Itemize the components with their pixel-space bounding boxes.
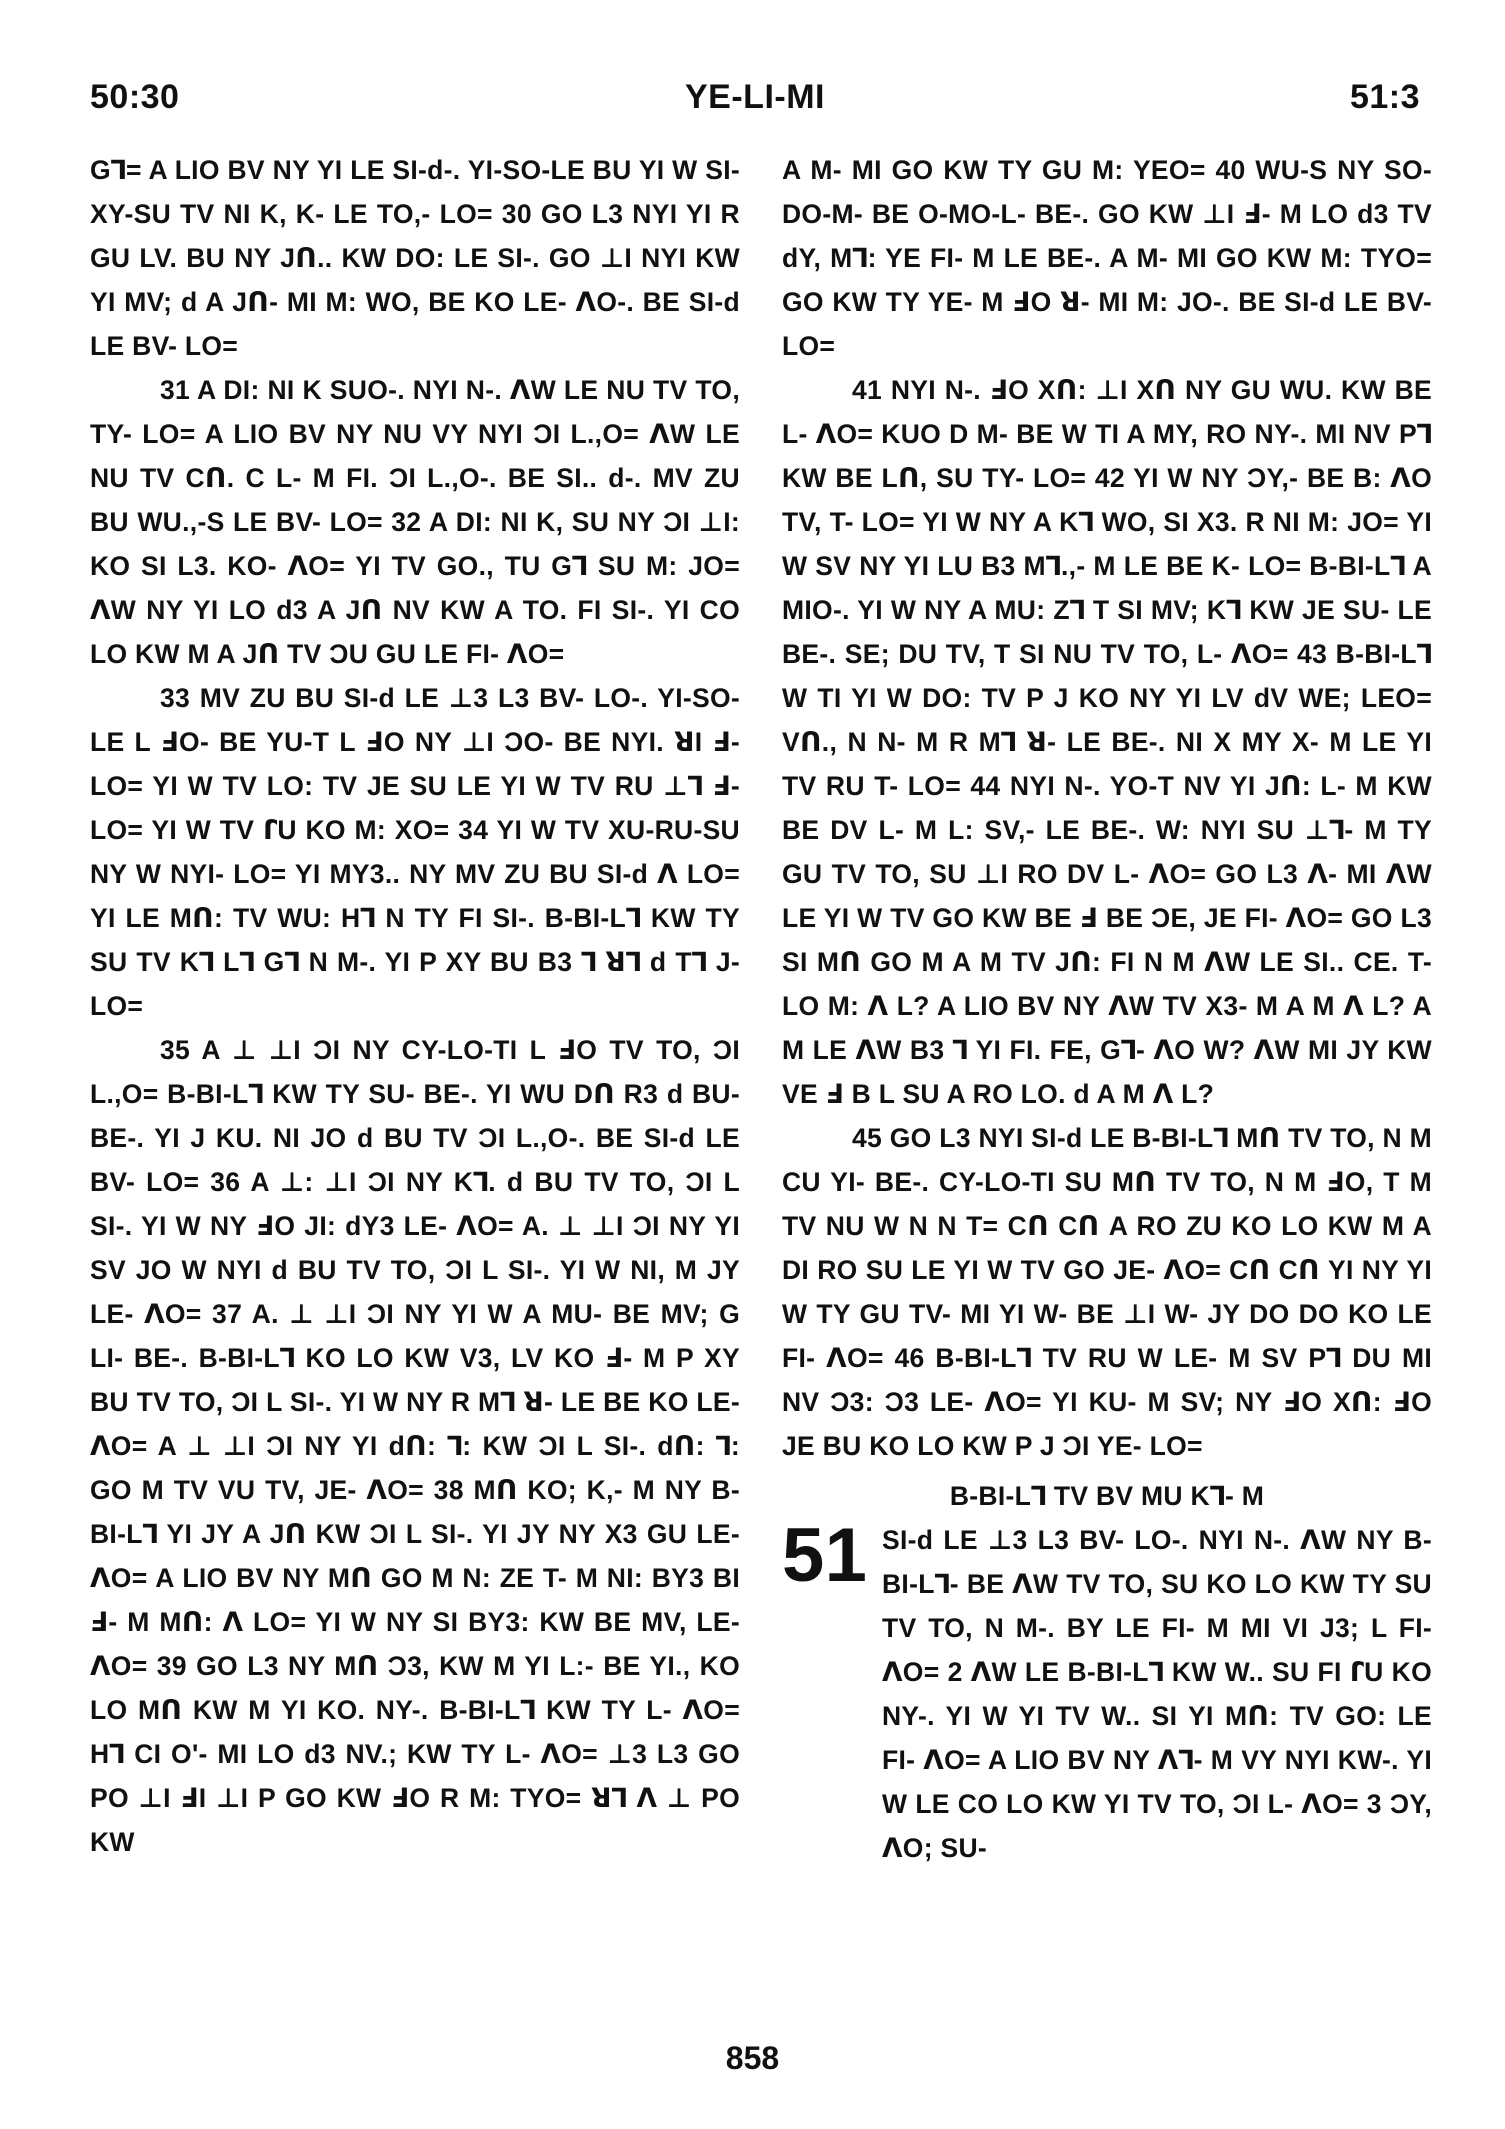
- header-book-title: YE-LI-MI: [685, 78, 825, 116]
- page-header: [90, 78, 1420, 128]
- left-column: [90, 148, 740, 1864]
- chapter-text: SI-d LE ⊥3 L3 BV- LO-. NYI N-. ꓥW NY B-BI-L⅂- BE ꓥW TV TO, SU KO LO KW TY SU TV TO, N M-. BY LE FI- M MI VI J3; L FI- ꓥO= 2 ꓥW LE B-BI-L⅂ KW W.. SU FI ꓩU KO NY-. YI W YI TV W.. SI YI Mꓵ: TV GO: LE FI- ꓥO= A LIO BV NY ꓥ⅂- M VY NYI KW-. YI W LE CO LO KW YI TV TO, ƆI L- ꓥO= 3 ƆY, ꓥO; SU-: [882, 1525, 1432, 1863]
- paragraph: 31 A DI: NI K SUO-. NYI N-. ꓥW LE NU TV TO, TY- LO= A LIO BV NY NU VY NYI ƆI L.,O= ꓥW LE NU TV Cꓵ. C L- M FI. ƆI L.,O-. BE SI.. d-. MV ZU BU WU.,-S LE BV- LO= 32 A DI: NI K, SU NY ƆI ⊥I: KO SI L3. KO- ꓥO= YI TV GO., TU G⅂ SU M: JO= ꓥW NY YI LO d3 A Jꓵ NV KW A TO. FI SI-. YI CO LO KW M A Jꓵ TV ƆU GU LE FI- ꓥO=: [90, 375, 740, 669]
- paragraph: 33 MV ZU BU SI-d LE ⊥3 L3 BV- LO-. YI-SO-LE L ꓞO- BE YU-T L ꓞO NY ⊥I ƆO- BE NYI. ꓤI ꓞ- LO= YI W TV LO: TV JE SU LE YI W TV RU ⊥⅂ ꓞ- LO= YI W TV ꓩU KO M: XO= 34 YI W TV XU-RU-SU NY W NYI- LO= YI MY3.. NY MV ZU BU SI-d ꓥ LO= YI LE Mꓵ: TV WU: H⅂ N TY FI SI-. B-BI-L⅂ KW TY SU TV K⅂ L⅂ G⅂ N M-. YI P XY BU B3 ⅂ ꓤ⅂ d T⅂ J- LO=: [90, 683, 740, 1021]
- paragraph: A M- MI GO KW TY GU M: YEO= 40 WU-S NY SO-DO-M- BE O-MO-L- BE-. GO KW ⊥I ꓞ- M LO d3 TV dY, M⅂: YE FI- M LE BE-. A M- MI GO KW M: TYO= GO KW TY YE- M ꓞO ꓤ- MI M: JO-. BE SI-d LE BV- LO=: [782, 155, 1432, 361]
- paragraph: 41 NYI N-. ꓞO Xꓵ: ⊥I Xꓵ NY GU WU. KW BE L- ꓥO= KUO D M- BE W TI A MY, RO NY-. MI NV P⅂ KW BE Lꓵ, SU TY- LO= 42 YI W NY ƆY,- BE B: ꓥO TV, T- LO= YI W NY A K⅂ WO, SI X3. R NI M: JO= YI W SV NY YI LU B3 M⅂.,- M LE BE K- LO= B-BI-L⅂ A MIO-. YI W NY A MU: Z⅂ T SI MV; K⅂ KW JE SU- LE BE-. SE; DU TV, T SI NU TV TO, L- ꓥO= 43 B-BI-L⅂ W TI YI W DO: TV P J KO NY YI LV dV WE; LEO= Vꓵ., N N- M R M⅂ ꓤ- LE BE-. NI X MY X- M LE YI TV RU T- LO= 44 NYI N-. YO-T NV YI Jꓵ: L- M KW BE DV L- M L: SV,- LE BE-. W: NYI SU ⊥⅂- M TY GU TV TO, SU ⊥I RO DV L- ꓥO= GO L3 ꓥ- MI ꓥW LE YI W TV GO KW BE ꓞ BE ƆE, JE FI- ꓥO= GO L3 SI Mꓵ GO M A M TV Jꓵ: FI N M ꓥW LE SI.. CE. T- LO M: ꓥ L? A LIO BV NY ꓥW TV X3- M A M ꓥ L? A M LE ꓥW B3 ⅂ YI FI. FE, G⅂- ꓥO W? ꓥW MI JY KW VE ꓞ B L SU A RO LO. d A M ꓥ L?: [782, 375, 1432, 1109]
- header-right-reference: 51:3: [1349, 78, 1420, 116]
- chapter-number: 51: [782, 1513, 868, 1598]
- paragraph: 35 A ⊥ ⊥I ƆI NY CY-LO-TI L ꓞO TV TO, ƆI L.,O= B-BI-L⅂ KW TY SU- BE-. YI WU Dꓵ R3 d BU- BE-. YI J KU. NI JO d BU TV ƆI L.,O-. BE SI-d LE BV- LO= 36 A ⊥: ⊥I ƆI NY K⅂. d BU TV TO, ƆI L SI-. YI W NY ꓞO JI: dY3 LE- ꓥO= A. ⊥ ⊥I ƆI NY YI SV JO W NYI d BU TV TO, ƆI L SI-. YI W NI, M JY LE- ꓥO= 37 A. ⊥ ⊥I ƆI NY YI W A MU- BE MV; G LI- BE-. B-BI-L⅂ KO LO KW V3, LV KO ꓞ- M P XY BU TV TO, ƆI L SI-. YI W NY R M⅂ ꓤ- LE BE KO LE- ꓥO= A ⊥ ⊥I ƆI NY YI dꓵ: ⅂: KW ƆI L SI-. dꓵ: ⅂: GO M TV VU TV, JE- ꓥO= 38 Mꓵ KO; K,- M NY B-BI-L⅂ YI JY A Jꓵ KW ƆI L SI-. YI JY NY X3 GU LE- ꓥO= A LIO BV NY Mꓵ GO M N: ZE T- M NI: BY3 BI ꓞ- M Mꓵ: ꓥ LO= YI W NY SI BY3: KW BE MV, LE- ꓥO= 39 GO L3 NY Mꓵ Ɔ3, KW M YI L:- BE YI., KO LO Mꓵ KW M YI KO. NY-. B-BI-L⅂ KW TY L- ꓥO= H⅂ CI O'- MI LO d3 NV.; KW TY L- ꓥO= ⊥3 L3 GO PO ⊥I ꓞI ⊥I P GO KW ꓞO R M: TYO= ꓤ⅂ ꓥ ⊥ PO KW: [90, 1035, 740, 1857]
- paragraph: 45 GO L3 NYI SI-d LE B-BI-L⅂ Mꓵ TV TO, N M CU YI- BE-. CY-LO-TI SU Mꓵ TV TO, N M ꓞO, T M TV NU W N N T= Cꓵ Cꓵ A RO ZU KO LO KW M A DI RO SU LE YI W TV GO JE- ꓥO= Cꓵ Cꓵ YI NY YI W TY GU TV- MI YI W- BE ⊥I W- JY DO DO KO LE FI- ꓥO= 46 B-BI-L⅂ TV RU W LE- M SV P⅂ DU MI NV Ɔ3: Ɔ3 LE- ꓥO= YI KU- M SV; NY ꓞO Xꓵ: ꓞO JE BU KO LO KW P J ƆI YE- LO=: [782, 1123, 1432, 1461]
- right-column: [782, 148, 1432, 1870]
- header-left-reference: 50:30: [90, 78, 180, 116]
- page-number: 858: [725, 2040, 780, 2076]
- paragraph: G⅂= A LIO BV NY YI LE SI-d-. YI-SO-LE BU YI W SI-XY-SU TV NI K, K- LE TO,- LO= 30 GO L3 NYI YI R GU LV. BU NY Jꓵ.. KW DO: LE SI-. GO ⊥I NYI KW YI MV; d A Jꓵ- MI M: WO, BE KO LE- ꓥO-. BE SI-d LE BV- LO=: [90, 155, 740, 361]
- chapter-start: [782, 1513, 1432, 1870]
- section-title: B-BI-L⅂ TV BV MU K⅂- M: [949, 1481, 1265, 1511]
